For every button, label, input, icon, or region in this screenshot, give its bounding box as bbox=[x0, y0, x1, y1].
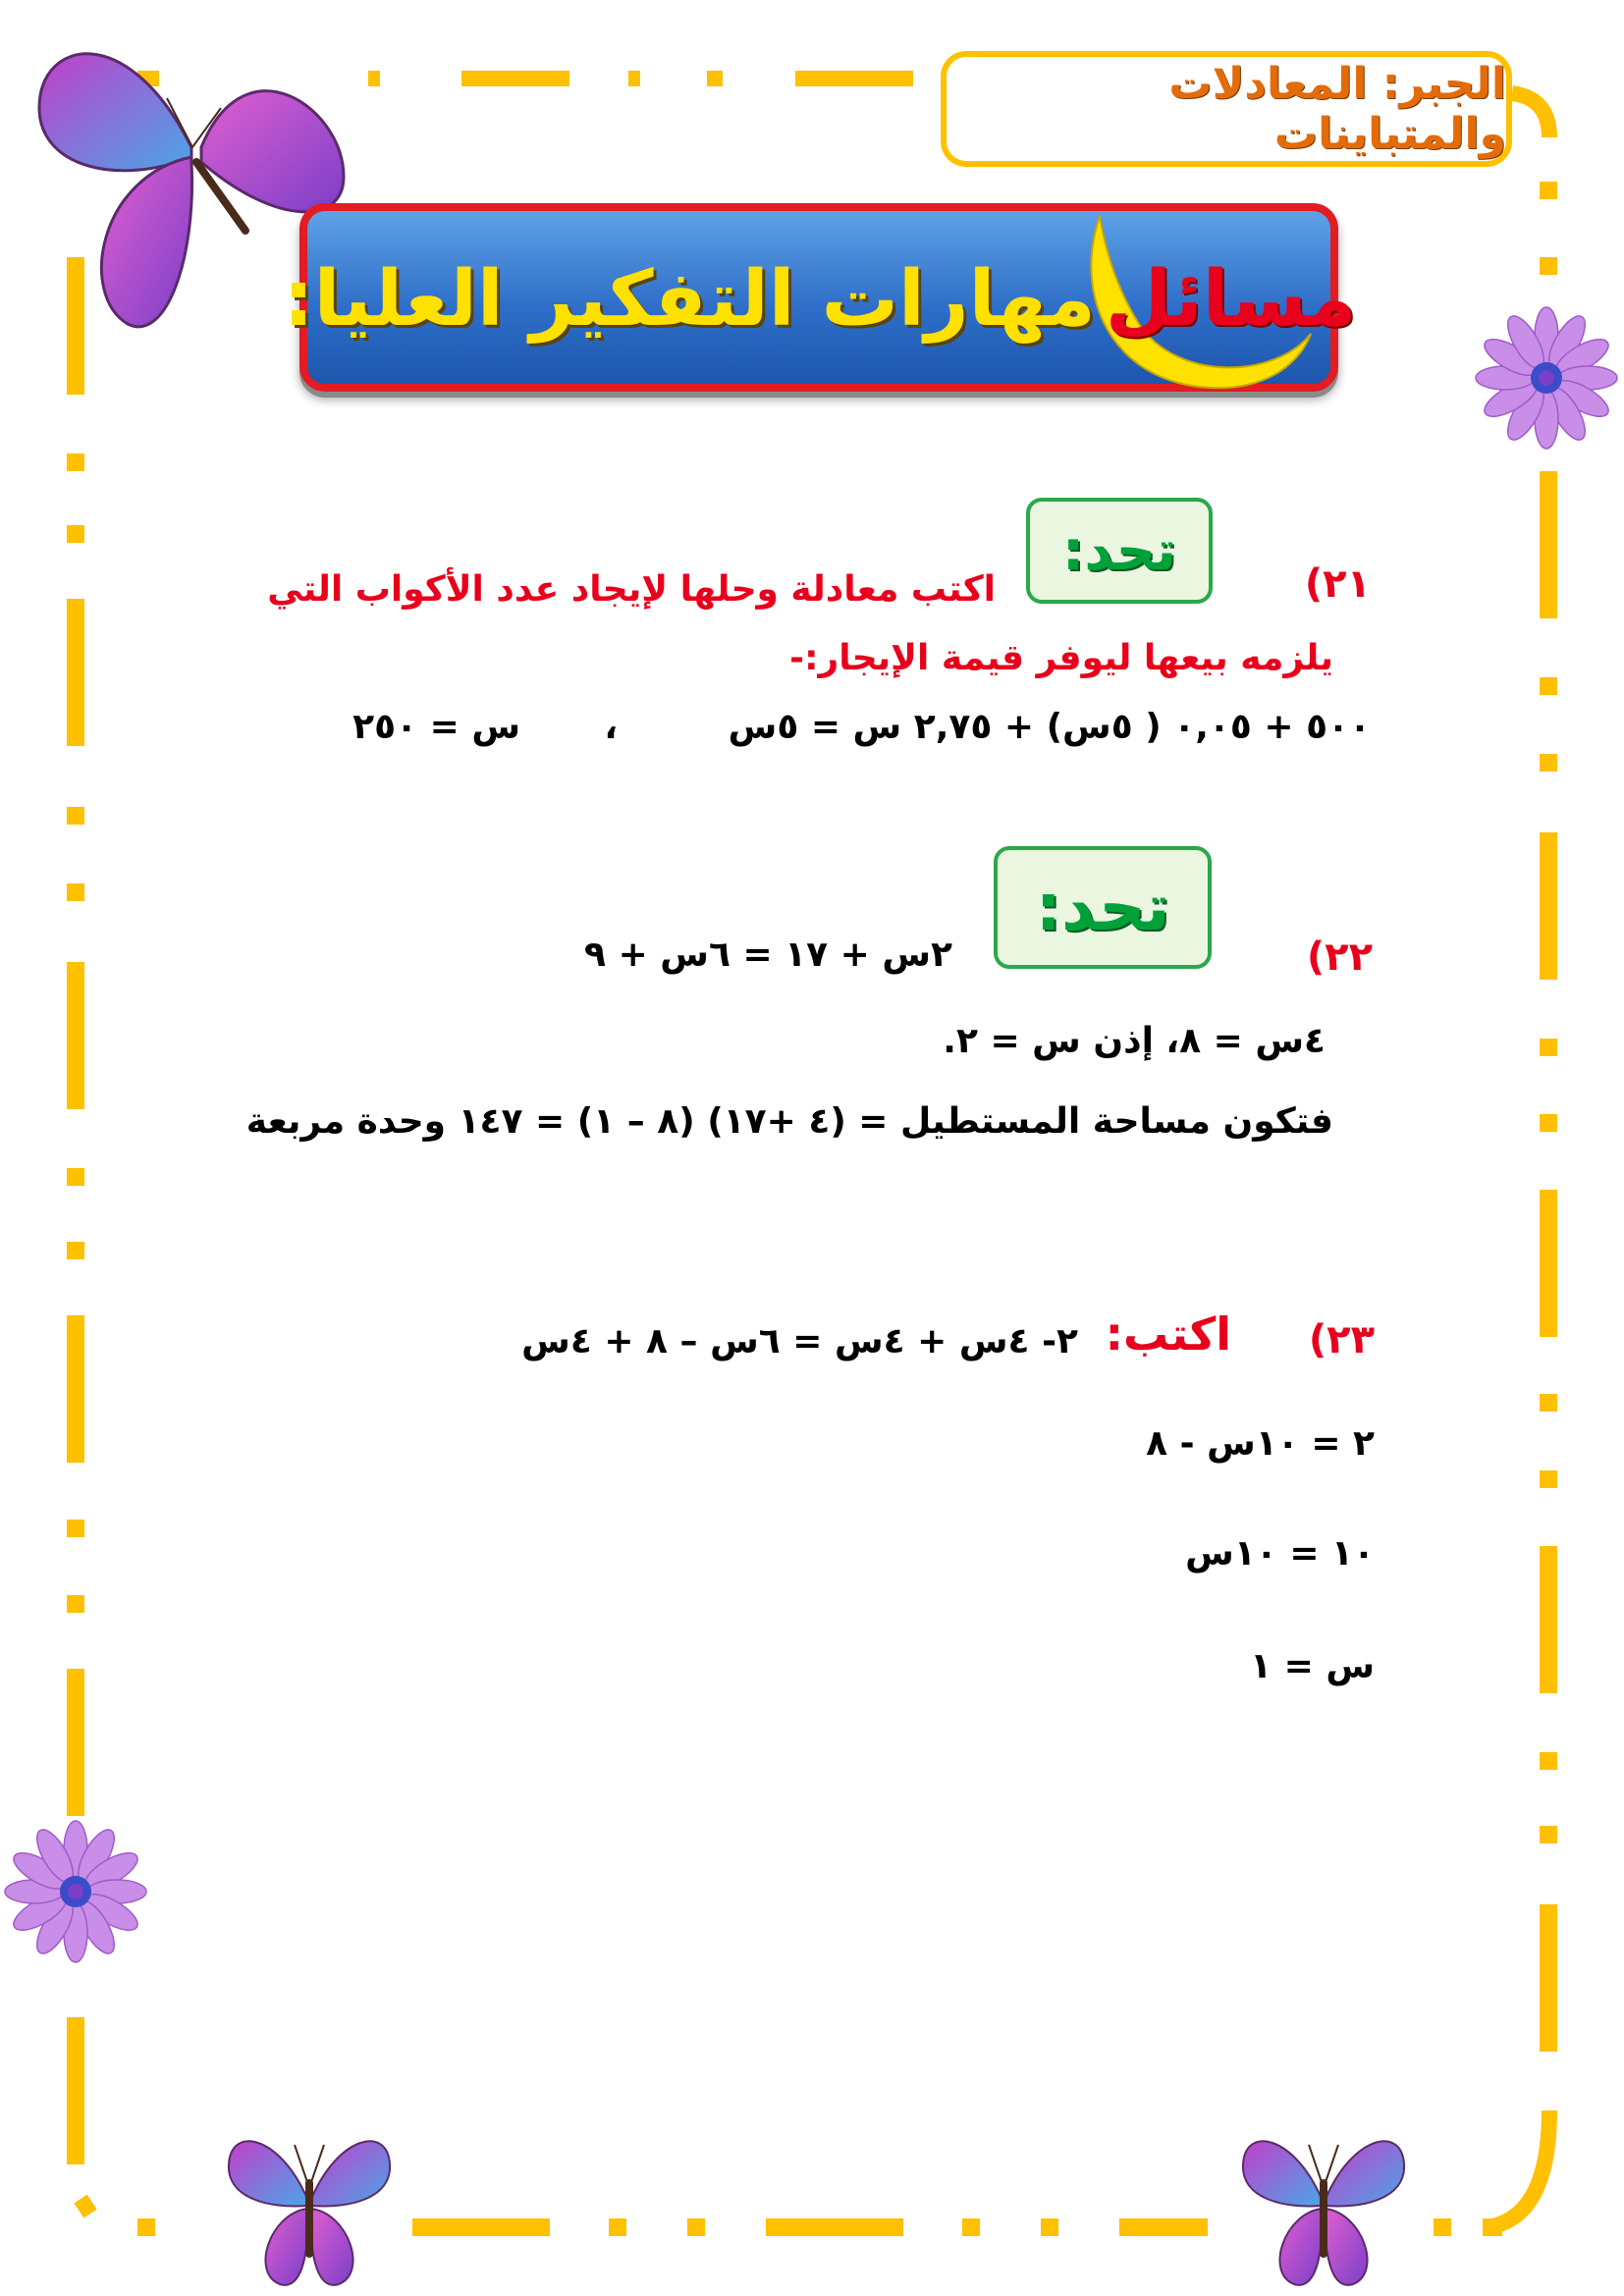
q22-step2: فتكون مساحة المستطيل = (٤ +١٧) (٨ – ١) = ١٤٧ وحدة مربعة bbox=[245, 1101, 1333, 1142]
chapter-label: الجبر: المعادلات والمتباينات bbox=[1168, 59, 1506, 159]
q21-prompt-line1: اكتب معادلة وحلها لإيجاد عدد الأكواب التي bbox=[267, 569, 996, 610]
title-red-part: مسائل bbox=[1105, 255, 1357, 344]
page-title bbox=[283, 231, 1357, 368]
q21-answer: س = ٢٥٠ bbox=[352, 707, 520, 747]
title-yellow-part: مهارات التفكير العليا: bbox=[283, 255, 1096, 344]
challenge-label: تحد: bbox=[1035, 870, 1170, 945]
challenge-badge-21 bbox=[1026, 498, 1213, 604]
q22-equation: ٢س + ١٧ = ٦س + ٩ bbox=[584, 934, 952, 975]
butterfly-icon bbox=[1235, 2125, 1412, 2292]
q23-label: اكتب: bbox=[1105, 1308, 1231, 1361]
q21-prompt-line2: يلزمه بيعها ليوفر قيمة الإيجار:- bbox=[789, 638, 1333, 678]
challenge-label: تحد: bbox=[1061, 518, 1177, 583]
flower-icon bbox=[2, 1818, 149, 1965]
q23-line1: ٢- ٤س + ٤س = ٦س – ٨ + ٤س bbox=[521, 1321, 1078, 1362]
q21-separator: ، bbox=[604, 707, 618, 747]
butterfly-icon bbox=[221, 2125, 398, 2292]
chapter-label-box bbox=[941, 51, 1512, 167]
flower-icon bbox=[1473, 304, 1620, 452]
challenge-badge-22 bbox=[994, 846, 1212, 969]
question-number-22: ٢٢) bbox=[1306, 934, 1373, 980]
q21-equation: ٥٠٠ + ٠,٠٥ ( ٥س) + ٢,٧٥ س = ٥س bbox=[728, 707, 1371, 747]
question-number-21: ٢١) bbox=[1304, 561, 1371, 607]
q22-step1: ٤س = ٨، إذن س = ٢. bbox=[943, 1021, 1326, 1061]
q23-line2: ٢ = ١٠س - ٨ bbox=[1146, 1423, 1375, 1464]
q23-line3: ١٠ = ١٠س bbox=[1185, 1533, 1375, 1574]
q23-line4: س = ١ bbox=[1250, 1646, 1375, 1686]
question-number-23: ٢٣) bbox=[1308, 1317, 1375, 1362]
